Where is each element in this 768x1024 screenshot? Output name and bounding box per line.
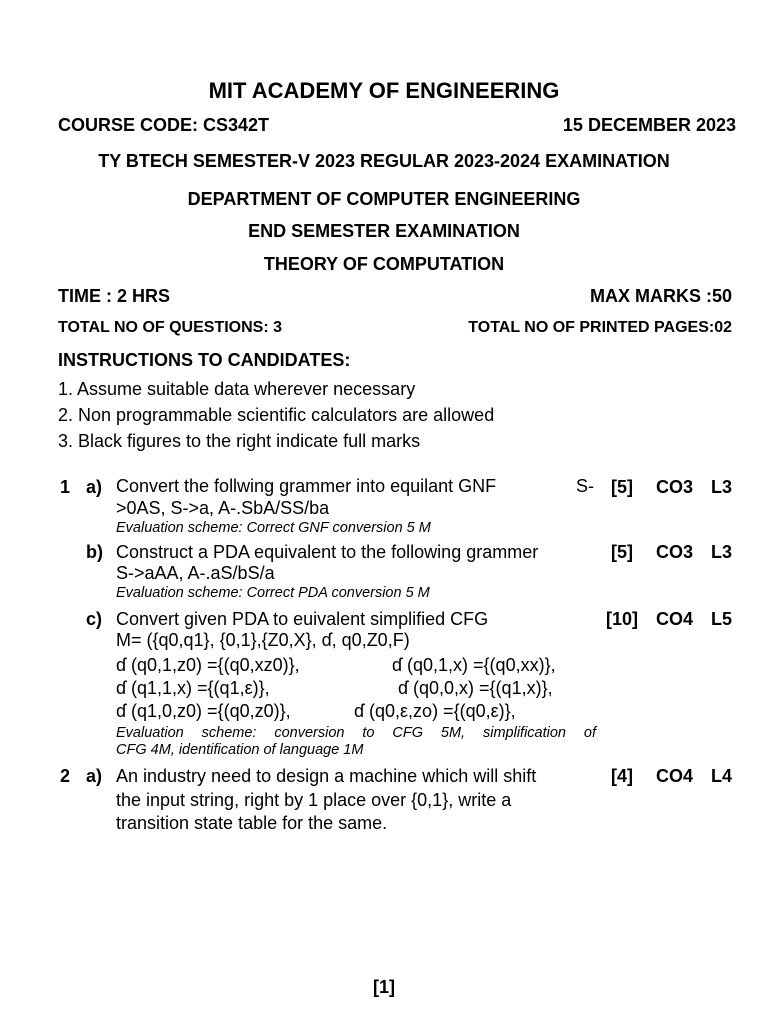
part-label: c) bbox=[86, 609, 103, 629]
transition-rule: ɗ (q0,ε,zo) ={(q0,ε)}, bbox=[354, 701, 516, 721]
institute-name: MIT ACADEMY OF ENGINEERING bbox=[208, 78, 560, 103]
course-outcome: CO3 bbox=[656, 542, 694, 562]
total-pages: TOTAL NO OF PRINTED PAGES:02 bbox=[468, 319, 732, 336]
evaluation-scheme: Evaluation scheme: Correct PDA conversion 5 M bbox=[116, 585, 430, 601]
marks: [5] bbox=[611, 542, 633, 562]
total-questions: TOTAL NO OF QUESTIONS: 3 bbox=[58, 319, 283, 336]
question-text: S- bbox=[576, 476, 594, 496]
subject-title: THEORY OF COMPUTATION bbox=[263, 254, 505, 274]
bloom-level: L5 bbox=[711, 609, 733, 629]
part-label: b) bbox=[86, 542, 103, 562]
question-text: transition state table for the same. bbox=[116, 813, 388, 833]
bloom-level: L4 bbox=[711, 766, 733, 786]
instruction-item: 3. Black figures to the right indicate full marks bbox=[58, 431, 421, 451]
evaluation-scheme: Evaluation scheme: Correct GNF conversion 5 M bbox=[116, 520, 431, 536]
question-text: An industry need to design a machine which will shift bbox=[116, 766, 537, 786]
course-code: COURSE CODE: CS342T bbox=[58, 115, 270, 135]
course-outcome: CO4 bbox=[656, 766, 694, 786]
transition-rule: ɗ (q1,1,x) ={(q1,ε)}, bbox=[116, 678, 270, 698]
question-number: 1 bbox=[60, 477, 71, 497]
question-text: Convert given PDA to euivalent simplified CFG bbox=[116, 609, 489, 629]
question-text: the input string, right by 1 place over {0,1}, write a bbox=[116, 790, 512, 810]
marks: [5] bbox=[611, 477, 633, 497]
transition-rule: ɗ (q0,1,z0) ={(q0,xz0)}, bbox=[116, 655, 300, 675]
exam-line: TY BTECH SEMESTER-V 2023 REGULAR 2023-2024 EXAMINATION bbox=[98, 151, 670, 171]
course-outcome: CO4 bbox=[656, 609, 694, 629]
course-outcome: CO3 bbox=[656, 477, 694, 497]
part-label: a) bbox=[86, 477, 103, 497]
max-marks: MAX MARKS :50 bbox=[589, 286, 732, 306]
question-text: Construct a PDA equivalent to the following grammer bbox=[116, 542, 539, 562]
transition-rule: ɗ (q0,1,x) ={(q0,xx)}, bbox=[392, 655, 556, 675]
page-number: [1] bbox=[373, 977, 395, 997]
marks: [10] bbox=[606, 609, 639, 629]
question-text: S->aAA, A-.aS/bS/a bbox=[116, 563, 275, 583]
transition-rule: ɗ (q0,0,x) ={(q1,x)}, bbox=[398, 678, 553, 698]
instruction-item: 1. Assume suitable data wherever necessary bbox=[58, 379, 416, 399]
bloom-level: L3 bbox=[711, 542, 733, 562]
exam-date: 15 DECEMBER 2023 bbox=[562, 115, 736, 135]
instructions-title: INSTRUCTIONS TO CANDIDATES: bbox=[58, 350, 351, 370]
part-label: a) bbox=[86, 766, 103, 786]
bloom-level: L3 bbox=[711, 477, 733, 497]
evaluation-scheme: CFG 4M, identification of language 1M bbox=[116, 742, 364, 758]
exam-time: TIME : 2 HRS bbox=[58, 286, 171, 306]
department: DEPARTMENT OF COMPUTER ENGINEERING bbox=[187, 189, 581, 209]
question-text: >0AS, S->a, A-.SbA/SS/ba bbox=[116, 498, 330, 518]
pda-definition: M= ({q0,q1}, {0,1},{Z0,X}, ɗ, q0,Z0,F) bbox=[116, 630, 410, 650]
question-text: Convert the follwing grammer into equilant GNF bbox=[116, 476, 497, 496]
marks: [4] bbox=[611, 766, 633, 786]
question-number: 2 bbox=[60, 766, 71, 786]
instruction-item: 2. Non programmable scientific calculators are allowed bbox=[58, 405, 495, 425]
evaluation-scheme: Evaluation scheme: conversion to CFG 5M, simplification of bbox=[116, 725, 596, 741]
exam-type: END SEMESTER EXAMINATION bbox=[248, 221, 520, 241]
transition-rule: ɗ (q1,0,z0) ={(q0,z0)}, bbox=[116, 701, 291, 721]
